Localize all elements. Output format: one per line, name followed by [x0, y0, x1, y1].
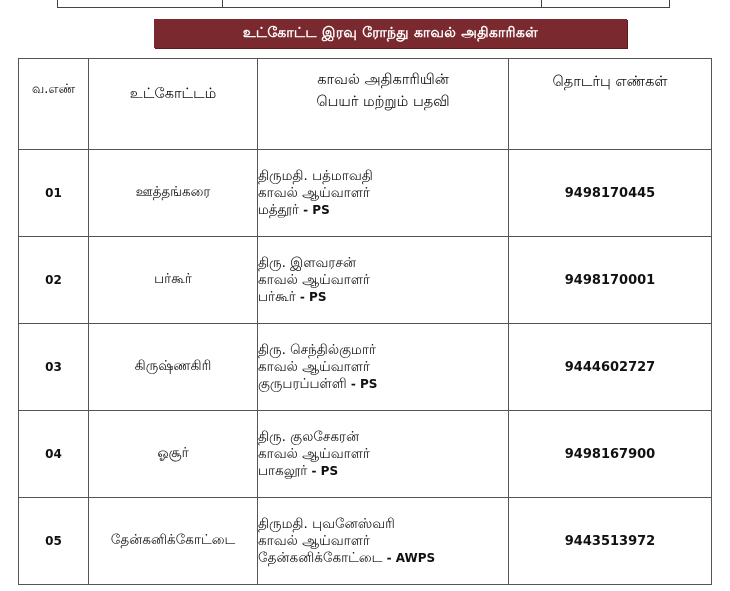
- header-contact-numbers: தொடர்பு எண்கள்: [509, 59, 712, 150]
- table-header-row: [19, 59, 712, 150]
- phone-number-cell: 9444602727: [509, 324, 712, 411]
- station-type: - PS: [307, 463, 339, 478]
- officer-cell: [258, 237, 509, 324]
- previous-table-remnant: [57, 0, 670, 8]
- serial-number-cell: 01: [19, 150, 89, 237]
- officer-name: திருமதி. பத்மாவதி: [258, 167, 373, 184]
- phone-number-cell: 9443513972: [509, 498, 712, 585]
- table-row: [19, 324, 712, 411]
- station-type: - PS: [295, 289, 327, 304]
- officer-cell: [258, 150, 509, 237]
- officer-cell: [258, 411, 509, 498]
- section-title-banner: உட்கோட்ட இரவு ரோந்து காவல் அதிகாரிகள்: [154, 19, 627, 48]
- officer-rank: காவல் ஆய்வாளர்: [258, 271, 370, 288]
- phone-number-cell: 9498167900: [509, 411, 712, 498]
- serial-number-cell: 05: [19, 498, 89, 585]
- subdivision-cell: தேன்கனிக்கோட்டை: [89, 498, 258, 585]
- table-divider: [222, 0, 223, 7]
- officer-rank: காவல் ஆய்வாளர்: [258, 445, 370, 462]
- table-divider: [541, 0, 542, 7]
- officer-rank: காவல் ஆய்வாளர்: [258, 184, 370, 201]
- officer-cell: [258, 498, 509, 585]
- officer-name: திரு. குலசேகரன்: [258, 428, 360, 445]
- header-officer-line2: பெயர் மற்றும் பதவி: [316, 94, 450, 110]
- station-name: மத்தூர்: [258, 201, 299, 218]
- phone-number-cell: 9498170001: [509, 237, 712, 324]
- station-type: - PS: [346, 376, 378, 391]
- header-serial-number: வ.எண்: [19, 59, 89, 150]
- table-row: [19, 150, 712, 237]
- officer-station: [258, 550, 508, 567]
- header-officer-line1: காவல் அதிகாரியின்: [317, 72, 449, 88]
- officer-name: திரு. இளவரசன்: [258, 254, 356, 271]
- serial-number-cell: 02: [19, 237, 89, 324]
- subdivision-cell: பர்கூர்: [89, 237, 258, 324]
- subdivision-cell: கிருஷ்ணகிரி: [89, 324, 258, 411]
- officer-station: [258, 202, 508, 219]
- station-name: பர்கூர்: [258, 288, 296, 305]
- officer-station: [258, 376, 508, 393]
- officer-name: திரு. செந்தில்குமார்: [258, 341, 376, 358]
- subdivision-cell: ஊத்தங்கரை: [89, 150, 258, 237]
- phone-number-cell: 9498170445: [509, 150, 712, 237]
- night-patrol-officers-table: [18, 58, 712, 585]
- officer-rank: காவல் ஆய்வாளர்: [258, 358, 370, 375]
- station-type: - PS: [298, 202, 330, 217]
- serial-number-cell: 03: [19, 324, 89, 411]
- table-row: [19, 498, 712, 585]
- serial-number-cell: 04: [19, 411, 89, 498]
- officer-station: [258, 463, 508, 480]
- header-officer: [258, 59, 509, 150]
- station-name: தேன்கனிக்கோட்டை: [258, 549, 383, 566]
- station-type: - AWPS: [382, 550, 436, 565]
- subdivision-cell: ஓசூர்: [89, 411, 258, 498]
- station-name: பாகலூர்: [258, 462, 308, 479]
- station-name: குருபரப்பள்ளி: [258, 375, 347, 392]
- officer-cell: [258, 324, 509, 411]
- header-subdivision: உட்கோட்டம்: [89, 59, 258, 150]
- table-row: [19, 237, 712, 324]
- officer-rank: காவல் ஆய்வாளர்: [258, 532, 370, 549]
- table-row: [19, 411, 712, 498]
- officer-name: திருமதி. புவனேஸ்வரி: [258, 515, 395, 532]
- officer-station: [258, 289, 508, 306]
